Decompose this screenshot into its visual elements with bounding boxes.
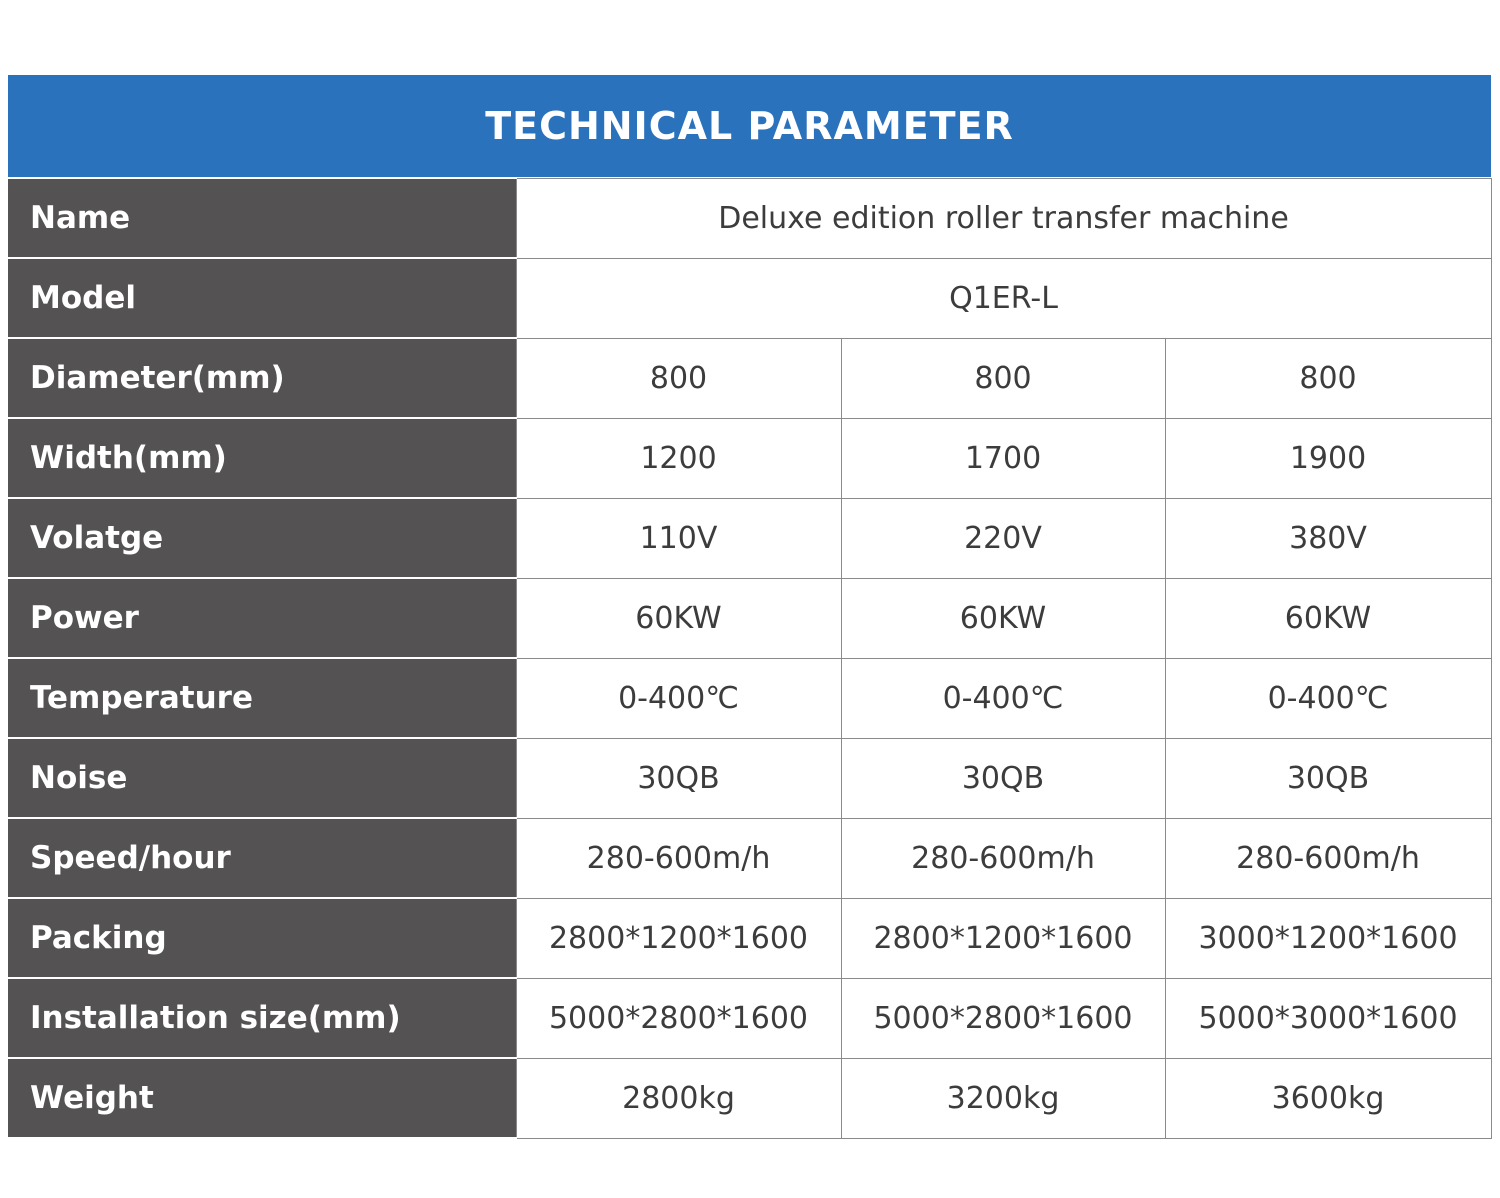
row-label: Width(mm) xyxy=(8,418,516,498)
row-label: Power xyxy=(8,578,516,658)
table-cell: 110V xyxy=(516,498,841,578)
row-label: Packing xyxy=(8,898,516,978)
table-cell: 2800kg xyxy=(516,1058,841,1138)
table-cell: 800 xyxy=(516,338,841,418)
table-cell: 220V xyxy=(841,498,1165,578)
row-label: Installation size(mm) xyxy=(8,978,516,1058)
row-label: Temperature xyxy=(8,658,516,738)
table-row xyxy=(8,578,1491,658)
technical-parameter-sheet xyxy=(8,75,1491,1139)
row-label: Weight xyxy=(8,1058,516,1138)
table-cell: 5000*2800*1600 xyxy=(841,978,1165,1058)
row-label: Diameter(mm) xyxy=(8,338,516,418)
table-cell: 3000*1200*1600 xyxy=(1165,898,1491,978)
table-row xyxy=(8,258,1491,338)
row-label: Noise xyxy=(8,738,516,818)
table-row xyxy=(8,498,1491,578)
table-cell: 60KW xyxy=(841,578,1165,658)
table-cell: 0-400℃ xyxy=(841,658,1165,738)
table-cell: Deluxe edition roller transfer machine xyxy=(516,178,1491,258)
table-cell: 5000*2800*1600 xyxy=(516,978,841,1058)
table-cell: 3600kg xyxy=(1165,1058,1491,1138)
table-cell: Q1ER-L xyxy=(516,258,1491,338)
table-row xyxy=(8,338,1491,418)
table-row xyxy=(8,978,1491,1058)
table-cell: 280-600m/h xyxy=(841,818,1165,898)
parameter-table xyxy=(8,177,1492,1139)
table-cell: 280-600m/h xyxy=(516,818,841,898)
table-cell: 0-400℃ xyxy=(516,658,841,738)
table-row xyxy=(8,898,1491,978)
table-cell: 3200kg xyxy=(841,1058,1165,1138)
table-cell: 5000*3000*1600 xyxy=(1165,978,1491,1058)
table-cell: 2800*1200*1600 xyxy=(516,898,841,978)
page-title: TECHNICAL PARAMETER xyxy=(8,75,1491,177)
table-cell: 1900 xyxy=(1165,418,1491,498)
table-row xyxy=(8,658,1491,738)
table-cell: 380V xyxy=(1165,498,1491,578)
row-label: Speed/hour xyxy=(8,818,516,898)
table-row xyxy=(8,738,1491,818)
table-cell: 2800*1200*1600 xyxy=(841,898,1165,978)
table-row xyxy=(8,1058,1491,1138)
table-cell: 30QB xyxy=(841,738,1165,818)
table-cell: 1700 xyxy=(841,418,1165,498)
row-label: Volatge xyxy=(8,498,516,578)
row-label: Name xyxy=(8,178,516,258)
table-cell: 60KW xyxy=(516,578,841,658)
table-cell: 30QB xyxy=(1165,738,1491,818)
table-cell: 60KW xyxy=(1165,578,1491,658)
table-row xyxy=(8,418,1491,498)
table-row xyxy=(8,818,1491,898)
table-row xyxy=(8,178,1491,258)
table-cell: 1200 xyxy=(516,418,841,498)
table-cell: 30QB xyxy=(516,738,841,818)
table-cell: 800 xyxy=(841,338,1165,418)
table-cell: 800 xyxy=(1165,338,1491,418)
table-cell: 280-600m/h xyxy=(1165,818,1491,898)
table-cell: 0-400℃ xyxy=(1165,658,1491,738)
row-label: Model xyxy=(8,258,516,338)
